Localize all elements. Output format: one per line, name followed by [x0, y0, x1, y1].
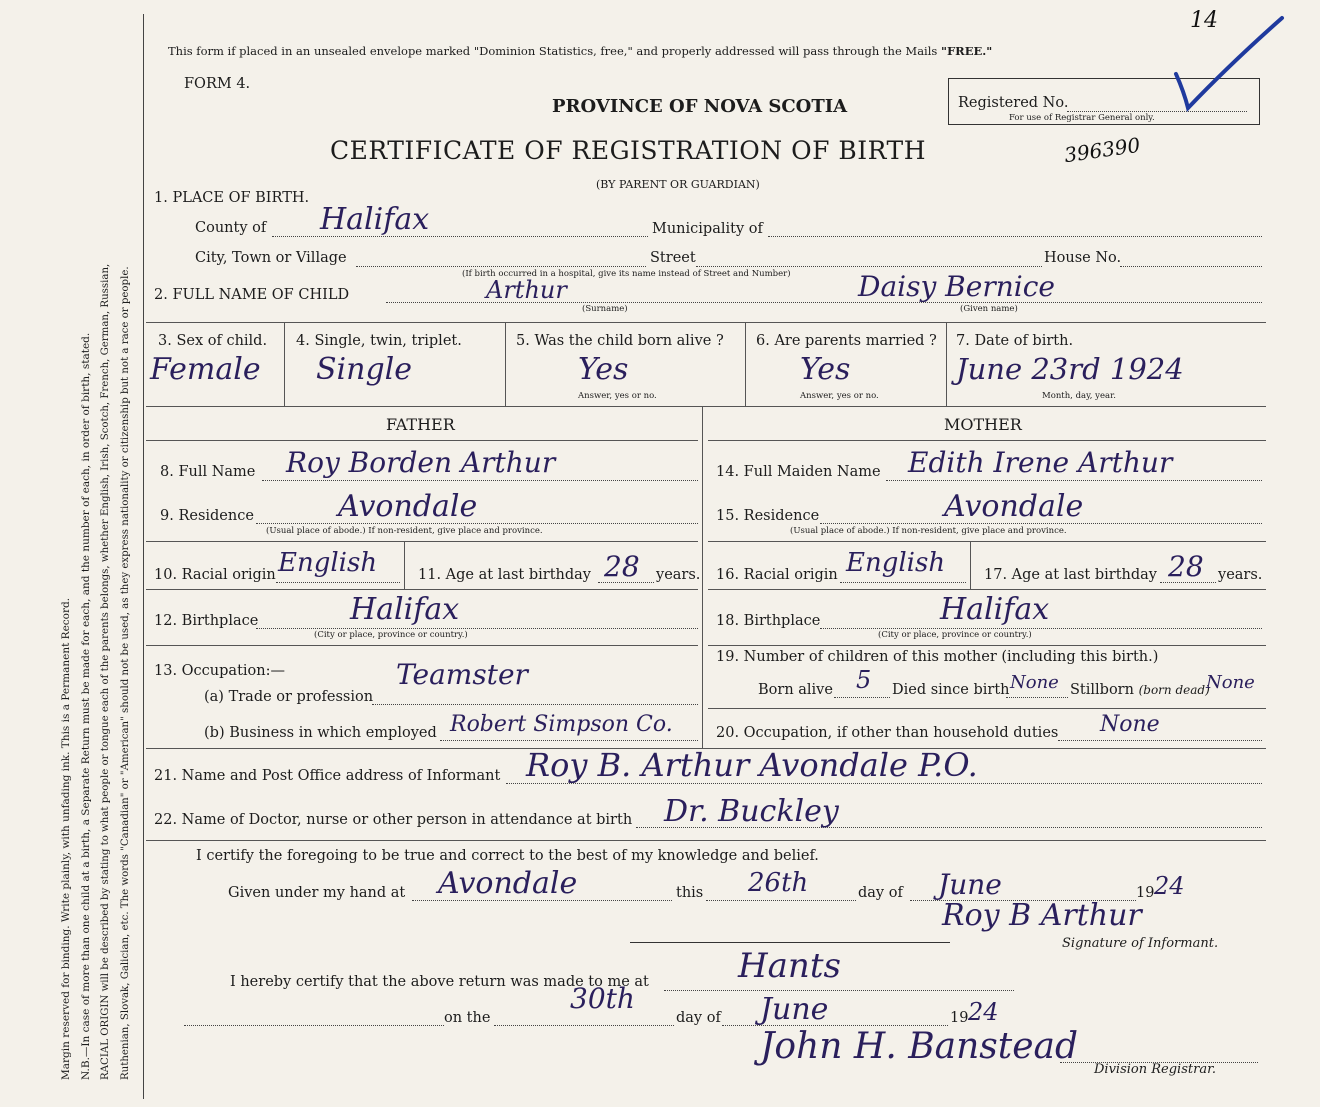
born-alive-label: Born alive — [758, 682, 833, 698]
province-heading: PROVINCE OF NOVA SCOTIA — [552, 96, 848, 117]
mother-birthplace-note: (City or place, province or country.) — [878, 630, 1032, 640]
municipality-label: Municipality of — [652, 221, 763, 237]
rule-m-3 — [708, 645, 1266, 646]
document-title: CERTIFICATE OF REGISTRATION OF BIRTH — [330, 136, 927, 165]
informant-value: Roy B. Arthur Avondale P.O. — [526, 746, 978, 784]
mother-name-label: 14. Full Maiden Name — [716, 464, 881, 480]
certification-statement: I certify the foregoing to be true and correct to the best of my knowledge and belief. — [196, 848, 819, 864]
mother-residence-label: 15. Residence — [716, 508, 820, 524]
father-business-value: Robert Simpson Co. — [450, 712, 673, 737]
given-place-value: Avondale — [438, 866, 578, 901]
mother-heading: MOTHER — [944, 415, 1022, 434]
place-of-birth-section: 1. PLACE OF BIRTH. — [154, 190, 310, 206]
father-business-line — [440, 740, 698, 741]
margin-note-multiple-births: N.B.—In case of more than one child at a birth, a Separate Return must be made for each, and the number of each, in order of birth, stated. — [80, 332, 92, 1080]
street-line — [696, 266, 1042, 267]
plurality-value: Single — [316, 352, 413, 387]
plurality-label: 4. Single, twin, triplet. — [296, 333, 462, 349]
child-name-label: 2. FULL NAME OF CHILD — [154, 287, 350, 303]
married-note: Answer, yes or no. — [800, 391, 879, 401]
father-trade-value: Teamster — [396, 658, 528, 691]
rule-v-1 — [284, 322, 285, 406]
registrar-note: For use of Registrar General only. — [1009, 113, 1155, 123]
document-subtitle: (BY PARENT OR GUARDIAN) — [596, 178, 760, 191]
rule-v-2 — [505, 322, 506, 406]
informant-label: 21. Name and Post Office address of Informant — [154, 768, 501, 784]
father-birthplace-value: Halifax — [350, 592, 460, 627]
margin-note-racial-origin: RACIAL ORIGIN will be described by stating to what people or tongue each of the parents belongs, whether English, Irish, Scotch, French, German, Russian, — [100, 263, 111, 1080]
year-value: 24 — [1154, 872, 1185, 900]
mother-birthplace-line — [820, 628, 1262, 629]
mother-racial-line — [840, 582, 966, 583]
reg-month-value: June — [760, 992, 829, 1027]
rule-heading-right — [708, 440, 1266, 441]
county-value: Halifax — [320, 202, 430, 237]
rule-m-age — [970, 541, 971, 589]
mother-name-line — [886, 480, 1262, 481]
dob-label: 7. Date of birth. — [956, 333, 1074, 349]
reg-day-line — [494, 1025, 674, 1026]
house-line — [1120, 266, 1262, 267]
mother-residence-value: Avondale — [944, 489, 1084, 524]
mother-children-label: 19. Number of children of this mother (including this birth.) — [716, 649, 1159, 665]
alive-label: 5. Was the child born alive ? — [516, 333, 724, 349]
separator-line — [630, 942, 950, 943]
died-label: Died since birth — [892, 682, 1010, 698]
rule-f-age — [404, 541, 405, 589]
stillborn-label: Stillborn (born dead) — [1070, 682, 1210, 698]
reg-year-value: 24 — [968, 998, 999, 1026]
this-label: this — [676, 885, 704, 901]
father-racial-value: English — [278, 548, 378, 578]
married-value: Yes — [800, 352, 851, 387]
mother-occupation-label: 20. Occupation, if other than household duties — [716, 725, 1059, 741]
father-heading: FATHER — [386, 415, 455, 434]
mother-birthplace-value: Halifax — [940, 592, 1050, 627]
father-racial-line — [276, 582, 400, 583]
rule-v-3 — [745, 322, 746, 406]
father-birthplace-line — [256, 628, 698, 629]
registration-number: 396390 — [1062, 132, 1142, 168]
registrar-place-line — [664, 990, 1014, 991]
city-label: City, Town or Village — [195, 250, 347, 266]
born-alive-value: 5 — [856, 666, 872, 694]
surname-note: (Surname) — [582, 304, 628, 314]
alive-value: Yes — [578, 352, 629, 387]
doctor-value: Dr. Buckley — [664, 794, 839, 829]
mother-residence-note: (Usual place of abode.) If non-resident, give place and province. — [790, 526, 1067, 536]
mail-free: "FREE." — [940, 44, 993, 58]
reg-day-value: 30th — [570, 982, 635, 1015]
father-trade-label: (a) Trade or profession — [204, 689, 374, 705]
rule-top-details — [146, 322, 1266, 323]
corner-mark: 14 — [1190, 8, 1218, 33]
father-residence-value: Avondale — [338, 489, 478, 524]
margin-note-binding: Margin reserved for binding. Write plainly, with unfading ink. This is a Permanent Record. — [60, 597, 72, 1080]
died-line — [1006, 697, 1068, 698]
father-name-value: Roy Borden Arthur — [286, 446, 556, 479]
rule-f-2 — [146, 589, 698, 590]
stillborn-note: (born dead) — [1138, 683, 1210, 697]
mother-age-value: 28 — [1168, 550, 1204, 583]
father-residence-label: 9. Residence — [160, 508, 254, 524]
hospital-note: (If birth occurred in a hospital, give its name instead of Street and Number) — [462, 269, 791, 279]
married-label: 6. Are parents married ? — [756, 333, 937, 349]
alive-note: Answer, yes or no. — [578, 391, 657, 401]
binding-margin-line — [143, 14, 144, 1099]
county-label: County of — [195, 220, 267, 236]
registrar-statement: I hereby certify that the above return was made to me at — [230, 974, 649, 990]
street-label: Street — [650, 250, 696, 266]
reg-year-prefix: 19 — [950, 1010, 969, 1026]
registered-label: Registered No. — [958, 95, 1069, 111]
informant-signature: Roy B Arthur — [942, 898, 1142, 933]
father-age-value: 28 — [604, 550, 640, 583]
dob-note: Month, day, year. — [1042, 391, 1116, 401]
registrar-label: Division Registrar. — [1094, 1062, 1216, 1077]
rule-center — [702, 406, 703, 748]
father-residence-note: (Usual place of abode.) If non-resident, give place and province. — [266, 526, 543, 536]
registrar-sign-line-left — [184, 1025, 444, 1026]
rule-v-4 — [946, 322, 947, 406]
on-the-label: on the — [444, 1010, 491, 1026]
father-birthplace-note: (City or place, province or country.) — [314, 630, 468, 640]
rule-heading-left — [146, 440, 698, 441]
mother-occupation-value: None — [1100, 712, 1160, 737]
stillborn-value: None — [1206, 672, 1255, 693]
died-value: None — [1010, 672, 1059, 693]
mother-name-value: Edith Irene Arthur — [908, 446, 1173, 479]
doctor-label: 22. Name of Doctor, nurse or other person in attendance at birth — [154, 812, 633, 828]
father-trade-line — [372, 704, 698, 705]
dob-value: June 23rd 1924 — [956, 352, 1184, 386]
father-occupation-label: 13. Occupation:— — [154, 663, 285, 679]
rule-f-1 — [146, 541, 698, 542]
sex-label: 3. Sex of child. — [158, 333, 268, 349]
registrar-place-value: Hants — [738, 946, 841, 986]
day-of-label: day of — [858, 885, 903, 901]
reg-day-of-label: day of — [676, 1010, 721, 1026]
born-alive-line — [834, 697, 890, 698]
margin-note-nationality: Ruthenian, Slovak, Galician, etc. The words "Canadian" or "American" should not be used, as they express nationality or citizenship but not a race or people. — [120, 266, 131, 1080]
mother-age-label: 17. Age at last birthday — [984, 567, 1157, 583]
mother-years: years. — [1218, 567, 1263, 583]
father-racial-label: 10. Racial origin — [154, 567, 276, 583]
child-given-name: Daisy Bernice — [858, 270, 1055, 303]
mother-birthplace-label: 18. Birthplace — [716, 613, 821, 629]
child-surname: Arthur — [486, 276, 567, 304]
day-line — [706, 900, 856, 901]
father-name-line — [262, 480, 698, 481]
rule-after-doctor — [146, 840, 1266, 841]
father-years: years. — [656, 567, 701, 583]
signature-label: Signature of Informant. — [1062, 936, 1219, 951]
city-line — [356, 266, 646, 267]
month-value: June — [938, 868, 1002, 901]
given-label: Given under my hand at — [228, 885, 406, 901]
given-name-note: (Given name) — [960, 304, 1018, 314]
mother-racial-value: English — [846, 548, 946, 578]
checkmark-icon — [1170, 4, 1290, 114]
rule-f-3 — [146, 645, 698, 646]
father-business-label: (b) Business in which employed — [204, 725, 437, 741]
rule-m-1 — [708, 541, 1266, 542]
mother-occupation-line — [1058, 740, 1262, 741]
form-number: FORM 4. — [184, 76, 251, 92]
mail-notice: This form if placed in an unsealed envelope marked "Dominion Statistics, free," and properly addressed will pass through the Mails "FREE." — [168, 44, 993, 58]
house-label: House No. — [1044, 250, 1122, 266]
rule-m-2 — [708, 589, 1266, 590]
father-age-label: 11. Age at last birthday — [418, 567, 591, 583]
mother-racial-label: 16. Racial origin — [716, 567, 838, 583]
rule-bottom-details — [146, 406, 1266, 407]
year-prefix: 19 — [1136, 885, 1155, 901]
father-name-label: 8. Full Name — [160, 464, 256, 480]
registrar-signature: John H. Banstead — [760, 1026, 1079, 1067]
father-birthplace-label: 12. Birthplace — [154, 613, 259, 629]
rule-m-4 — [708, 708, 1266, 709]
municipality-line — [768, 236, 1262, 237]
sex-value: Female — [150, 352, 261, 387]
day-value: 26th — [748, 868, 809, 898]
